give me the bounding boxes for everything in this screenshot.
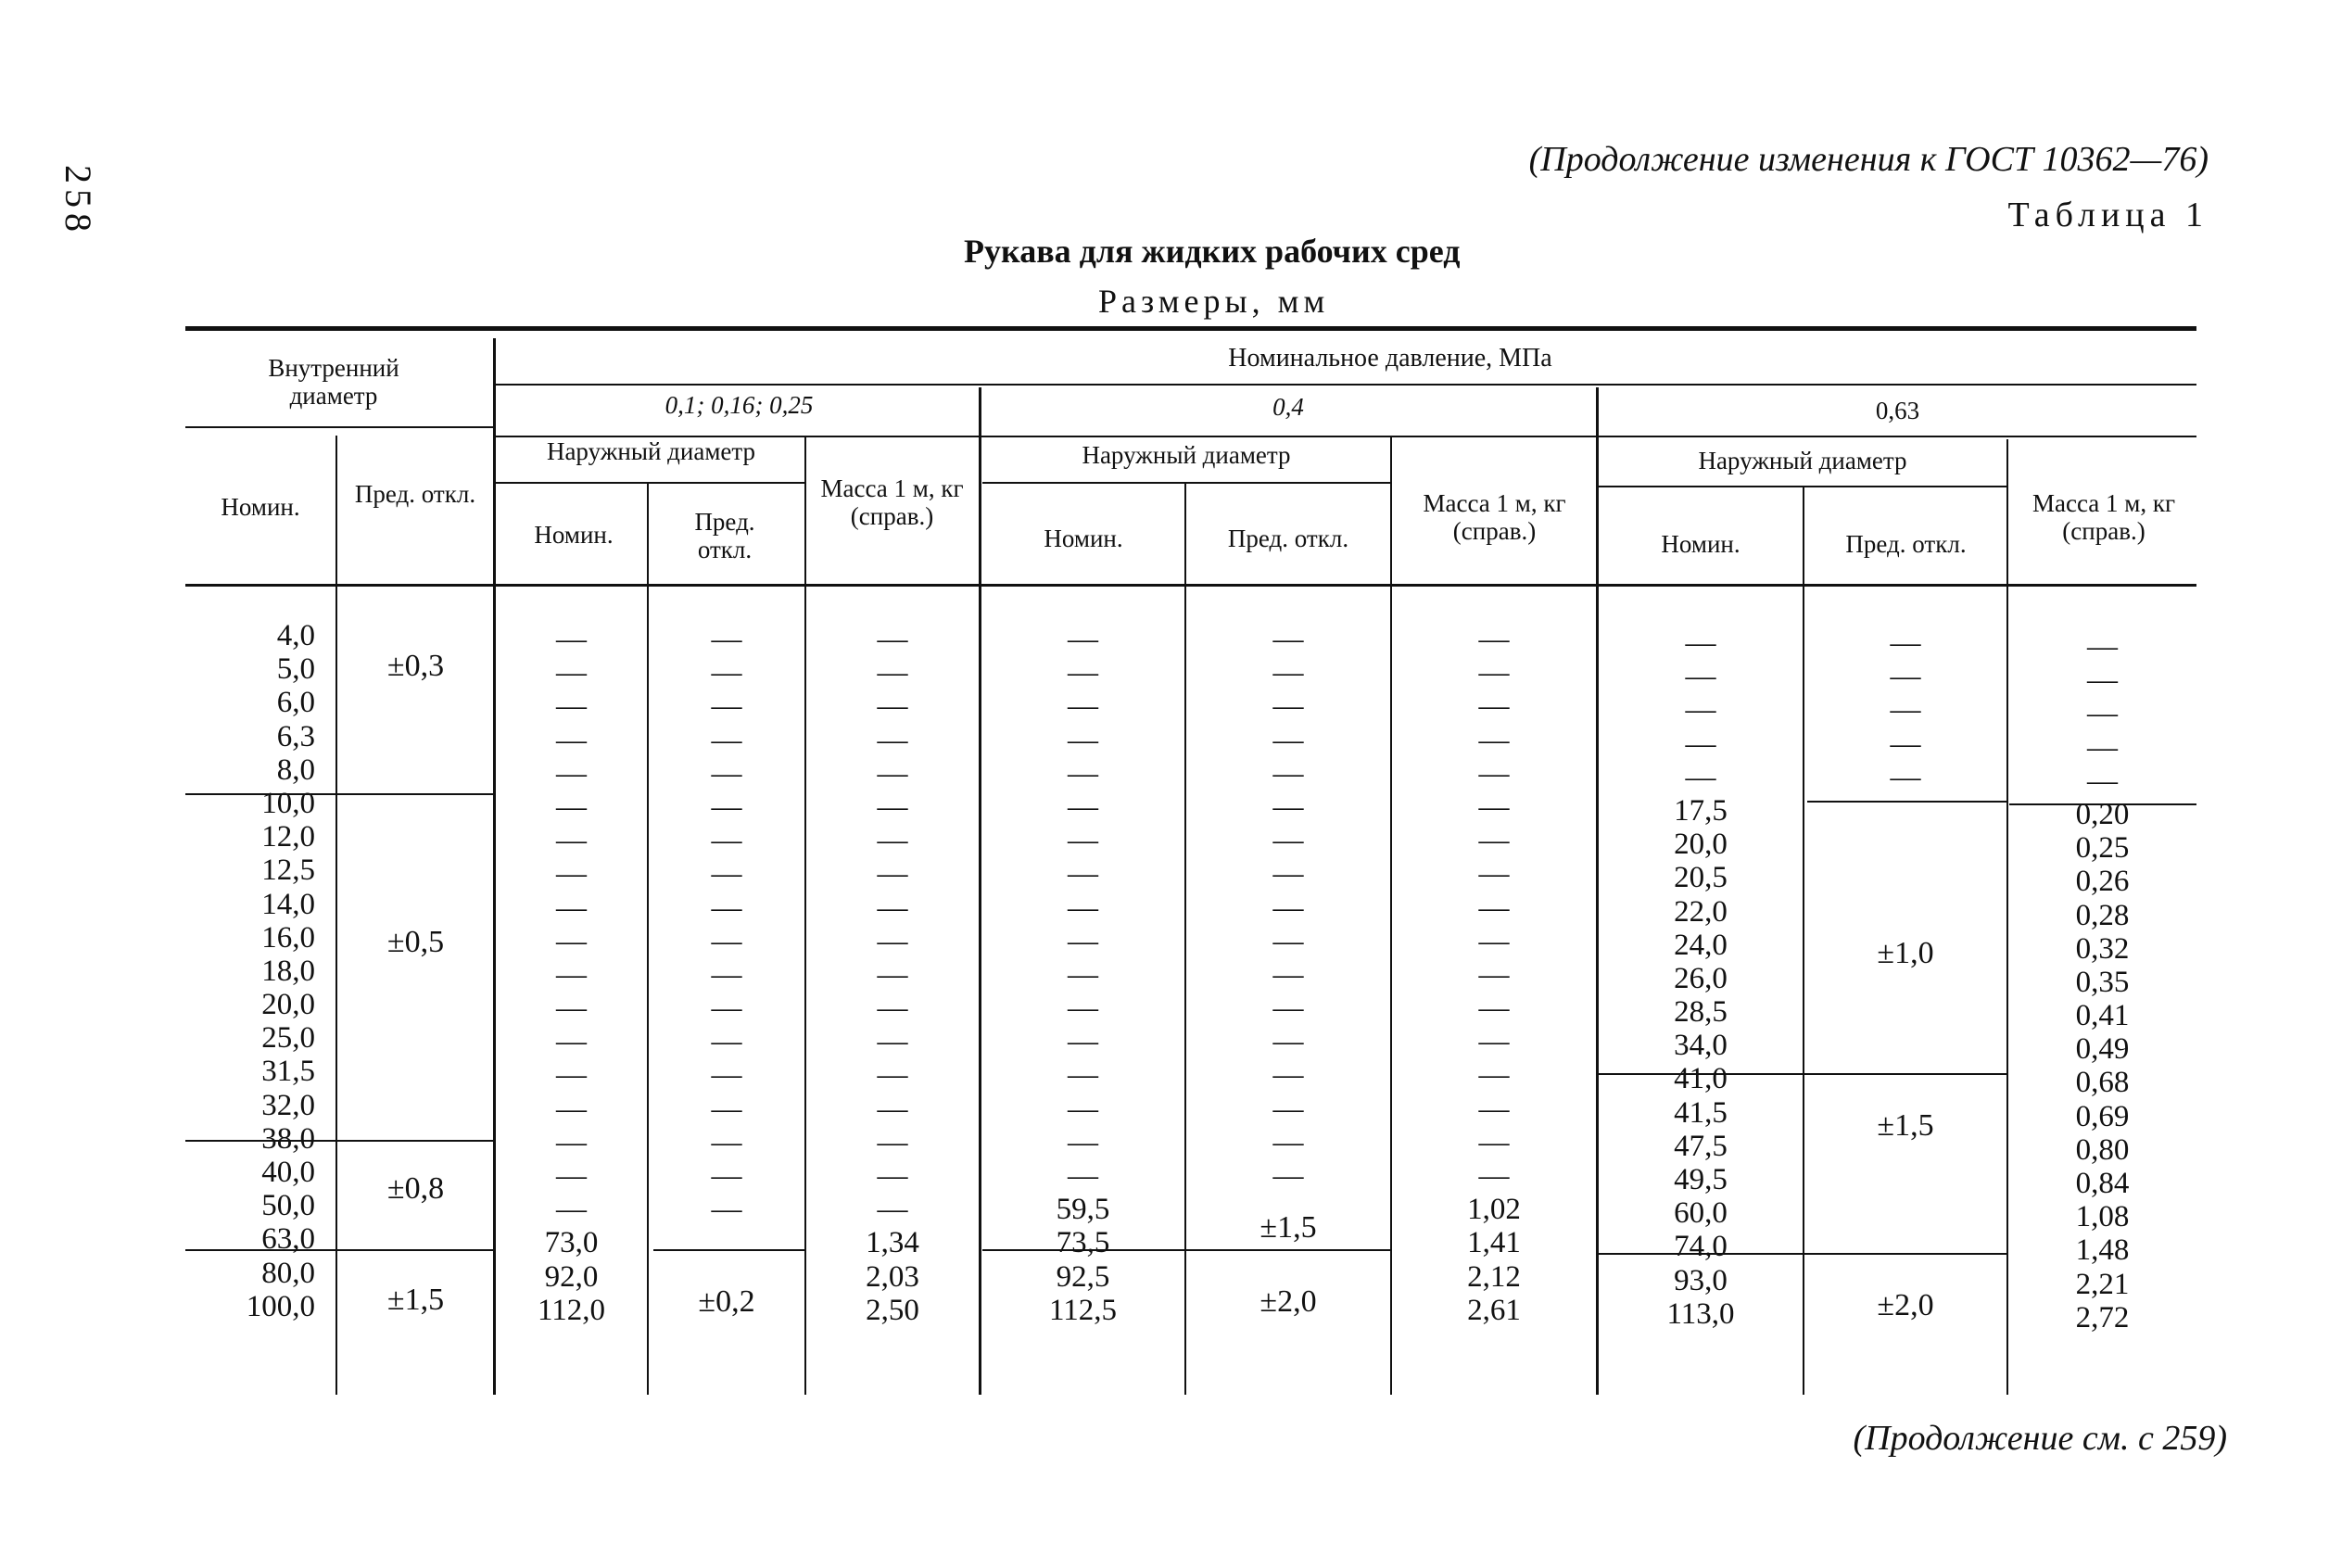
- p2-outer-tolerance-cell: —: [1272, 623, 1304, 656]
- p2-mass-header: Масса 1 м, кг (справ.): [1423, 489, 1566, 545]
- p1-outer-tolerance-cell: —: [711, 891, 742, 925]
- inner-nominal-cell: 80,0: [261, 1256, 315, 1290]
- p1-outer-nominal-column: [496, 623, 647, 1327]
- inner-nominal-cell: 18,0: [261, 954, 315, 988]
- p1-outer-nominal-cell: —: [556, 924, 587, 958]
- p2-mass-cell: 1,41: [1467, 1226, 1521, 1260]
- p2-mass-cell: —: [1478, 623, 1510, 656]
- p3-mass-cell: 0,80: [2075, 1132, 2130, 1167]
- p2-mass-cell: 1,02: [1467, 1193, 1521, 1227]
- p2-outer-nominal-cell: —: [1068, 723, 1098, 757]
- p2-outer-nominal-cell: —: [1068, 756, 1098, 790]
- p3-mass-cell: 0,35: [2075, 965, 2130, 999]
- p2-outer-nominal-cell: —: [1068, 1159, 1098, 1193]
- inner-nominal-cell: 5,0: [276, 652, 315, 687]
- p3-outer-tolerance-header: Пред. откл.: [1845, 530, 1967, 558]
- p2-mass-cell: —: [1478, 1025, 1510, 1059]
- p1-mass-cell: —: [877, 957, 908, 992]
- inner-nominal-cell: 50,0: [261, 1189, 315, 1223]
- p1-outer-nominal-cell: 92,0: [544, 1259, 599, 1294]
- inner-nominal-cell: 10,0: [261, 786, 315, 820]
- p2-outer-nominal-header: Номин.: [1044, 525, 1123, 552]
- p1-outer-tolerance-cell: —: [711, 857, 742, 891]
- p1-mass-cell: —: [877, 1025, 908, 1059]
- inner-nominal-cell: 8,0: [276, 752, 315, 787]
- p1-outer-nominal-cell: —: [556, 656, 587, 690]
- outer-diameter-rule-1: [496, 482, 806, 484]
- inner-nominal-cell: 32,0: [261, 1088, 315, 1122]
- p2-outer-tolerance-column: [1186, 623, 1390, 1193]
- p2-outer-tolerance-cell: —: [1272, 1092, 1304, 1126]
- p1-outer-tolerance-cell: —: [711, 992, 742, 1026]
- table-label: Таблица 1: [2007, 196, 2209, 234]
- p3-mass-cell: 2,72: [2075, 1300, 2130, 1334]
- inner-nominal-column: [185, 619, 315, 1323]
- p1-mass-cell: —: [877, 891, 908, 925]
- p3-mass-cell: 1,08: [2075, 1200, 2130, 1234]
- p1-mass-cell: —: [877, 1092, 908, 1126]
- p2-mass-cell: —: [1478, 689, 1510, 724]
- p2-outer-tolerance-cell: —: [1272, 790, 1304, 824]
- inner-tolerance-2: ±0,5: [386, 925, 445, 959]
- p1-outer-diameter-header: Наружный диаметр: [546, 437, 756, 465]
- p1-mass-cell: —: [877, 1193, 908, 1227]
- p3-outer-tolerance-cell: —: [1890, 626, 1921, 660]
- p1-mass-cell: 2,03: [866, 1259, 919, 1294]
- inner-nominal-cell: 6,3: [276, 719, 315, 753]
- p3-mass-cell: 0,32: [2075, 931, 2130, 966]
- p2-mass-cell: —: [1478, 824, 1510, 858]
- p3-mass-cell: —: [2087, 697, 2118, 731]
- p2-outer-tolerance-cell: —: [1272, 924, 1304, 958]
- p3-mass-cell: —: [2087, 764, 2118, 798]
- p1-mass-cell: —: [877, 689, 908, 724]
- p1-outer-tolerance-cell: —: [711, 623, 742, 656]
- p3-outer-nominal-cell: 113,0: [1666, 1296, 1735, 1331]
- p1-outer-nominal-cell: —: [556, 790, 587, 824]
- p1-outer-nominal-cell: —: [556, 1193, 587, 1227]
- inner-nominal-cell: 4,0: [276, 619, 315, 652]
- p1-mass-cell: —: [877, 1125, 908, 1159]
- p2-mass-cell: 2,12: [1467, 1259, 1521, 1294]
- p2-outer-nominal-cell: —: [1068, 1125, 1098, 1159]
- p3-mass-cell: 0,84: [2075, 1167, 2130, 1200]
- p3-outer-tolerance-cell: —: [1890, 693, 1921, 727]
- p1-mass-cell: —: [877, 1058, 908, 1093]
- p3-outer-nominal-cell: —: [1685, 626, 1716, 660]
- p2-outer-tolerance-cell: —: [1272, 689, 1304, 724]
- inner-tolerance-3: ±0,8: [386, 1171, 445, 1206]
- p1-outer-nominal-cell: —: [556, 1025, 587, 1059]
- p1-mass-cell: —: [877, 1159, 908, 1193]
- p1-outer-nominal-cell: —: [556, 992, 587, 1026]
- p3-mass-column: [2008, 630, 2196, 1334]
- inner-nominal-cell: 38,0: [261, 1121, 315, 1156]
- p2-outer-nominal-cell: —: [1068, 824, 1098, 858]
- p2-outer-tolerance-cell: —: [1272, 857, 1304, 891]
- p2-mass-cell: —: [1478, 1159, 1510, 1193]
- p1-outer-nominal-cell: —: [556, 623, 587, 656]
- p3-outer-nominal-cell: 26,0: [1674, 961, 1728, 995]
- p2-outer-tolerance-cell: —: [1272, 992, 1304, 1026]
- p3-mass-header: Масса 1 м, кг (справ.): [2032, 489, 2176, 545]
- p1-outer-tolerance-column: [649, 623, 804, 1226]
- p3-mass-cell: 2,21: [2075, 1267, 2130, 1301]
- inner-diameter-rule: [185, 426, 496, 428]
- p3-outer-nominal-cell: 20,0: [1674, 828, 1728, 862]
- inner-nominal-cell: 40,0: [261, 1156, 315, 1189]
- p3-mass-cell: 0,41: [2075, 999, 2130, 1033]
- p3-outer-tolerance-cell: —: [1890, 660, 1921, 694]
- p3-outer-tolerance-value-2: ±1,5: [1877, 1108, 1934, 1143]
- pressure-p3: 0,63: [1875, 397, 1920, 424]
- table-title: Рукава для жидких рабочих сред: [964, 233, 1461, 270]
- p1-mass-cell: —: [877, 857, 908, 891]
- p2-mass-cell: —: [1478, 1092, 1510, 1126]
- p3-outer-nominal-cell: 47,5: [1674, 1129, 1728, 1163]
- p2-mass-cell: —: [1478, 723, 1510, 757]
- pressure-rule: [496, 384, 2196, 386]
- p1-outer-tolerance-cell: —: [711, 1025, 742, 1059]
- p1-outer-tolerance-cell: —: [711, 656, 742, 690]
- p3-outer-tolerance-cell: —: [1890, 760, 1921, 794]
- inner-nominal-cell: 100,0: [246, 1289, 315, 1323]
- p2-outer-nominal-cell: —: [1068, 957, 1098, 992]
- p1-mass-cell: —: [877, 656, 908, 690]
- p2-outer-tolerance-cell: —: [1272, 1125, 1304, 1159]
- p2-outer-nominal-cell: —: [1068, 1058, 1098, 1093]
- p2-outer-tolerance-cell: —: [1272, 891, 1304, 925]
- p2-outer-nominal-cell: —: [1068, 924, 1098, 958]
- pressure-p2: 0,4: [1272, 393, 1304, 421]
- p2-outer-nominal-cell: —: [1068, 1092, 1098, 1126]
- p2-mass-cell: —: [1478, 857, 1510, 891]
- p2-mass-cell: —: [1478, 924, 1510, 958]
- p3-tol-rule-1: [1807, 801, 2006, 803]
- p3-mass-cell: —: [2087, 630, 2118, 664]
- inner-nominal-cell: 63,0: [261, 1222, 315, 1257]
- p3-outer-nominal-cell: 22,0: [1674, 894, 1728, 929]
- inner-diameter-header: Внутренний диаметр: [268, 354, 399, 410]
- p3-outer-nominal-cell: 28,5: [1674, 995, 1728, 1030]
- inner-tolerance-4: ±1,5: [386, 1283, 445, 1317]
- p1-mass-cell: —: [877, 824, 908, 858]
- p3-mass-cell: 1,48: [2075, 1233, 2130, 1268]
- p3-mass-cell: 0,28: [2075, 898, 2130, 932]
- p3-outer-nominal-cell: 20,5: [1674, 861, 1728, 895]
- p3-outer-nominal-cell: 24,0: [1674, 928, 1728, 962]
- p1-mass-cell: —: [877, 756, 908, 790]
- p1-outer-nominal-cell: —: [556, 756, 587, 790]
- p1-outer-nominal-cell: —: [556, 957, 587, 992]
- p3-outer-tolerance-column: [1804, 626, 2006, 794]
- p2-outer-nominal-cell: —: [1068, 992, 1098, 1026]
- p2-outer-tolerance-cell: —: [1272, 1058, 1304, 1093]
- p3-outer-nominal-cell: 41,0: [1674, 1062, 1728, 1096]
- p1-tol-rule: [653, 1249, 804, 1251]
- p2-mass-cell: —: [1478, 756, 1510, 790]
- p2-outer-tolerance-cell: —: [1272, 756, 1304, 790]
- p3-outer-diameter-header: Наружный диаметр: [1698, 447, 1907, 474]
- p1-outer-tolerance-cell: —: [711, 924, 742, 958]
- p2-mass-cell: —: [1478, 1125, 1510, 1159]
- p1-outer-nominal-cell: 73,0: [544, 1226, 599, 1260]
- p3-mass-cell: —: [2087, 730, 2118, 765]
- footer-continuation-note: (Продолжение см. с 259): [1853, 1419, 2227, 1458]
- inner-nominal-cell: 31,5: [261, 1055, 315, 1089]
- p3-outer-nominal-cell: 74,0: [1674, 1230, 1728, 1264]
- p1-outer-tolerance-cell: —: [711, 790, 742, 824]
- p3-mass-cell: 0,69: [2075, 1099, 2130, 1133]
- p3-mass-cell: 0,26: [2075, 865, 2130, 899]
- p1-outer-nominal-cell: —: [556, 1125, 587, 1159]
- p2-outer-tolerance-cell: —: [1272, 656, 1304, 690]
- p2-outer-nominal-cell: —: [1068, 857, 1098, 891]
- p3-outer-tolerance-value-1: ±1,0: [1877, 936, 1934, 970]
- p1-outer-nominal-cell: —: [556, 824, 587, 858]
- p1-outer-nominal-cell: —: [556, 1058, 587, 1093]
- p3-outer-nominal-cell: —: [1685, 660, 1716, 694]
- p3-outer-nominal-cell: —: [1685, 760, 1716, 794]
- p2-outer-nominal-cell: 59,5: [1056, 1193, 1110, 1227]
- p1-outer-nominal-cell: —: [556, 723, 587, 757]
- p3-outer-nominal-cell: 60,0: [1674, 1196, 1728, 1231]
- p3-mass-cell: —: [2087, 664, 2118, 698]
- inner-nominal-cell: 20,0: [261, 988, 315, 1022]
- p3-outer-nominal-cell: —: [1685, 727, 1716, 761]
- p3-outer-nominal-cell: 41,5: [1674, 1095, 1728, 1130]
- p2-outer-nominal-cell: 112,5: [1048, 1293, 1118, 1327]
- p1-outer-tolerance-cell: —: [711, 689, 742, 724]
- p3-outer-nominal-cell: 34,0: [1674, 1029, 1728, 1063]
- p1-outer-tolerance-value: ±0,2: [698, 1284, 755, 1319]
- p3-mass-cell: 0,49: [2075, 1032, 2130, 1067]
- p1-mass-cell: —: [877, 623, 908, 656]
- table-top-rule: [185, 326, 2196, 331]
- p2-outer-tolerance-cell: —: [1272, 1159, 1304, 1193]
- p1-outer-tolerance-cell: —: [711, 824, 742, 858]
- header-bottom-rule: [185, 584, 2196, 587]
- p2-outer-tolerance-cell: —: [1272, 957, 1304, 992]
- p1-outer-tolerance-cell: —: [711, 1092, 742, 1126]
- continuation-header: (Продолжение изменения к ГОСТ 10362—76): [1528, 140, 2209, 179]
- p2-outer-nominal-cell: —: [1068, 689, 1098, 724]
- p1-mass-cell: —: [877, 924, 908, 958]
- p2-outer-nominal-cell: —: [1068, 656, 1098, 690]
- p2-outer-nominal-cell: 73,5: [1056, 1226, 1110, 1260]
- p1-outer-nominal-header: Номин.: [534, 521, 614, 549]
- p1-mass-cell: —: [877, 723, 908, 757]
- p1-mass-cell: —: [877, 790, 908, 824]
- p1-outer-tolerance-cell: —: [711, 957, 742, 992]
- inner-nominal-cell: 25,0: [261, 1021, 315, 1056]
- inner-nominal-header: Номин.: [221, 493, 300, 521]
- p2-mass-cell: —: [1478, 891, 1510, 925]
- p3-outer-nominal-cell: 17,5: [1674, 793, 1728, 828]
- inner-tolerance-1: ±0,3: [386, 649, 445, 683]
- p3-mass-cell: 0,68: [2075, 1066, 2130, 1100]
- pressure-p1: 0,1; 0,16; 0,25: [665, 391, 814, 419]
- p3-outer-tolerance-cell: —: [1890, 727, 1921, 761]
- p2-outer-nominal-cell: —: [1068, 1025, 1098, 1059]
- p1-outer-nominal-cell: 112,0: [537, 1293, 606, 1327]
- outer-diameter-rule-2: [982, 482, 1390, 484]
- p1-outer-tolerance-cell: —: [711, 756, 742, 790]
- p3-outer-nominal-cell: —: [1685, 693, 1716, 727]
- p2-mass-cell: —: [1478, 957, 1510, 992]
- nominal-pressure-header: Номинальное давление, МПа: [1228, 344, 1552, 373]
- p1-outer-tolerance-cell: —: [711, 1159, 742, 1193]
- p1-outer-tolerance-cell: —: [711, 723, 742, 757]
- inner-nominal-cell: 12,5: [261, 854, 315, 888]
- p2-mass-cell: —: [1478, 790, 1510, 824]
- p1-outer-nominal-cell: —: [556, 857, 587, 891]
- p2-outer-diameter-header: Наружный диаметр: [1082, 441, 1291, 469]
- inner-nominal-cell: 14,0: [261, 887, 315, 921]
- p1-outer-nominal-cell: —: [556, 689, 587, 724]
- inner-nominal-cell: 16,0: [261, 920, 315, 955]
- p2-outer-nominal-column: [981, 623, 1184, 1327]
- p2-mass-column: [1392, 623, 1596, 1327]
- p2-mass-cell: 2,61: [1467, 1293, 1521, 1327]
- p1-outer-tolerance-cell: —: [711, 1058, 742, 1093]
- p2-outer-nominal-cell: —: [1068, 891, 1098, 925]
- table-subtitle: Размеры, мм: [1098, 283, 1330, 320]
- p3-outer-tolerance-value-3: ±2,0: [1877, 1288, 1934, 1322]
- p3-outer-nominal-cell: 93,0: [1674, 1263, 1728, 1297]
- p2-outer-tolerance-cell: —: [1272, 723, 1304, 757]
- p2-outer-tolerance-value-1: ±1,5: [1259, 1210, 1317, 1245]
- p1-mass-cell: —: [877, 992, 908, 1026]
- p2-outer-nominal-cell: —: [1068, 790, 1098, 824]
- p1-mass-header: Масса 1 м, кг (справ.): [820, 474, 964, 530]
- page-number: 258: [57, 165, 99, 237]
- p2-mass-cell: —: [1478, 992, 1510, 1026]
- p2-outer-tolerance-header: Пред. откл.: [1227, 525, 1349, 552]
- p1-outer-tolerance-header: Пред. откл.: [694, 508, 755, 563]
- p2-outer-tolerance-cell: —: [1272, 1025, 1304, 1059]
- p2-mass-cell: —: [1478, 656, 1510, 690]
- p1-mass-column: [806, 623, 979, 1327]
- inner-nominal-cell: 12,0: [261, 820, 315, 854]
- p1-outer-tolerance-cell: —: [711, 1193, 742, 1227]
- p1-outer-nominal-cell: —: [556, 891, 587, 925]
- p2-outer-tolerance-value-2: ±2,0: [1259, 1284, 1317, 1319]
- p1-mass-cell: 1,34: [866, 1226, 919, 1260]
- p2-outer-nominal-cell: 92,5: [1056, 1259, 1110, 1294]
- p3-outer-nominal-header: Номин.: [1661, 530, 1740, 558]
- inner-tolerance-header: Пред. откл.: [354, 480, 476, 508]
- inner-nominal-cell: 6,0: [276, 686, 315, 720]
- p2-outer-nominal-cell: —: [1068, 623, 1098, 656]
- p3-mass-cell: 0,25: [2075, 831, 2130, 866]
- p3-outer-nominal-column: [1599, 626, 1803, 1331]
- p2-mass-cell: —: [1478, 1058, 1510, 1093]
- p3-outer-nominal-cell: 49,5: [1674, 1163, 1728, 1196]
- p3-mass-cell: 0,20: [2075, 797, 2130, 831]
- p2-outer-tolerance-cell: —: [1272, 824, 1304, 858]
- p1-mass-cell: 2,50: [866, 1293, 919, 1327]
- p1-outer-nominal-cell: —: [556, 1092, 587, 1126]
- p1-outer-tolerance-cell: —: [711, 1125, 742, 1159]
- p1-outer-nominal-cell: —: [556, 1159, 587, 1193]
